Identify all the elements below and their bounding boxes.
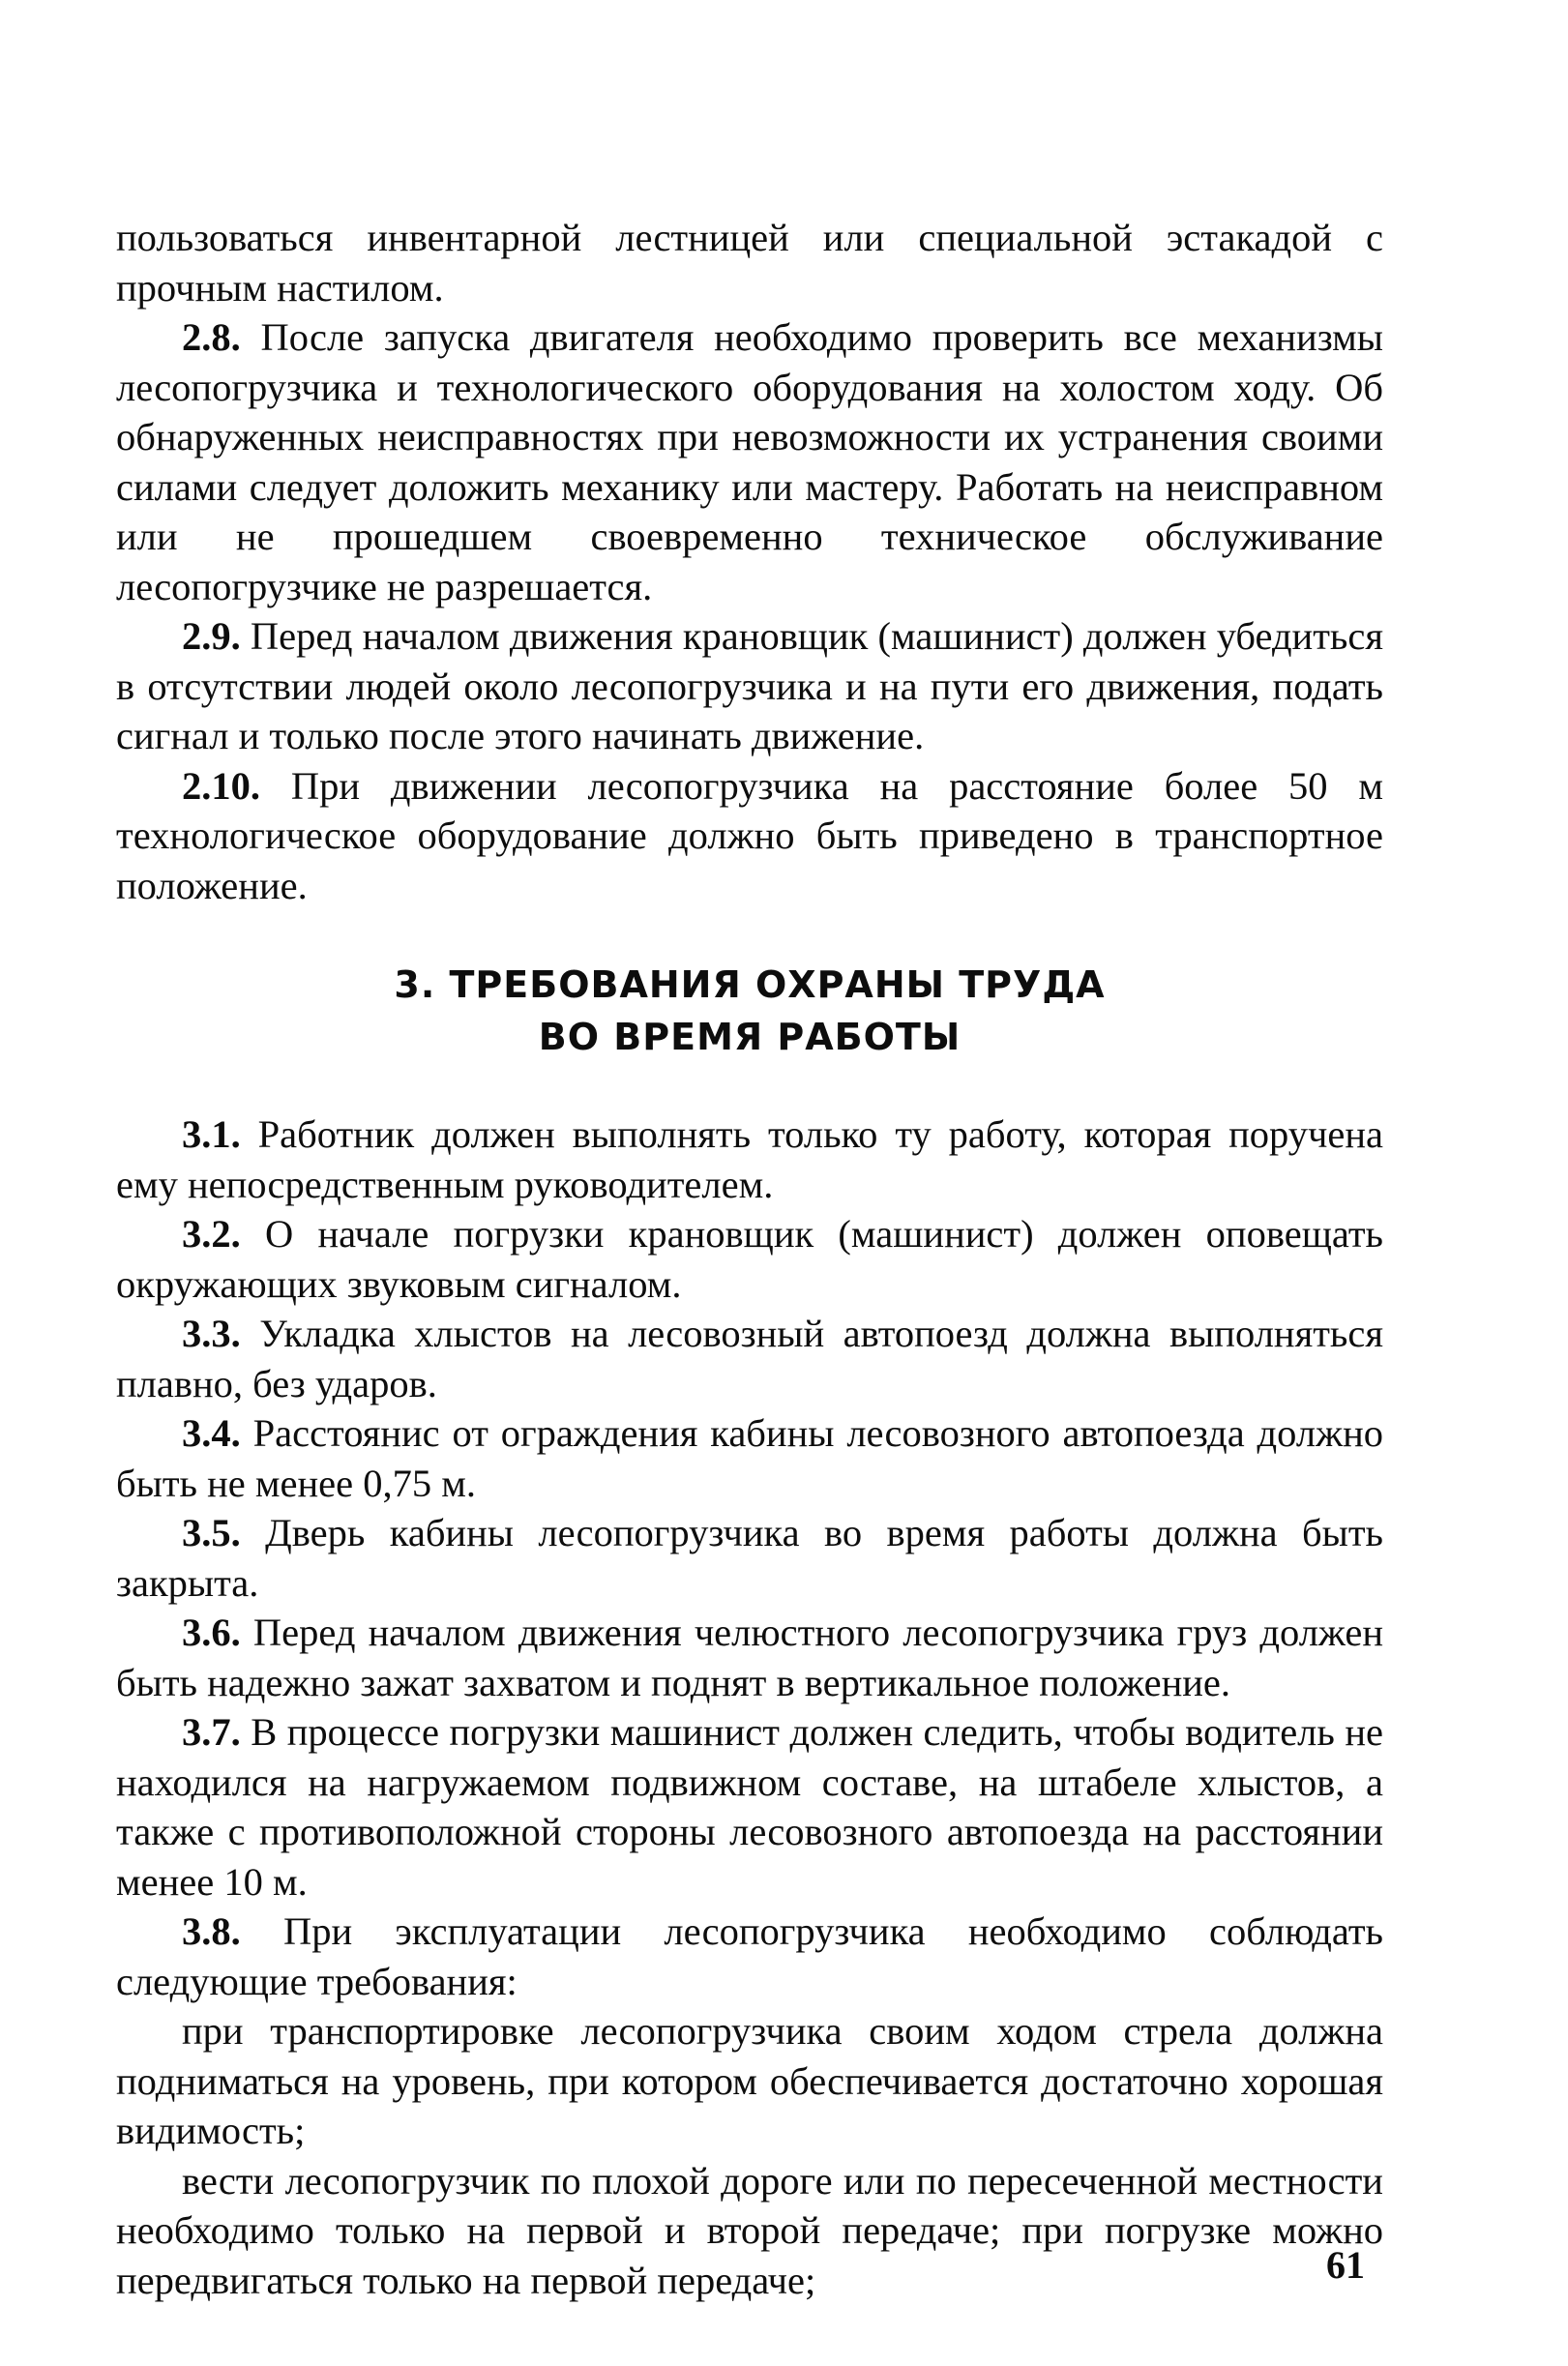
section-heading-line-1: 3. ТРЕБОВАНИЯ ОХРАНЫ ТРУДА bbox=[394, 963, 1106, 1006]
paragraph-3-5 bbox=[116, 1508, 1383, 1608]
clause-number: 3.3. bbox=[182, 1312, 241, 1355]
paragraph-3-4 bbox=[116, 1408, 1383, 1508]
clause-number: 2.10. bbox=[182, 763, 260, 808]
paragraph-3-3 bbox=[116, 1309, 1383, 1408]
clause-number: 3.1. bbox=[182, 1112, 241, 1156]
paragraph-3-8 bbox=[116, 1907, 1383, 2006]
paragraph-text: при транспортировке лесопогрузчика своим ходом стрела должна подниматься на уровень, при котором обеспечивается достаточно хорошая видимость; bbox=[116, 2009, 1383, 2152]
clause-number: 3.7. bbox=[182, 1710, 241, 1754]
paragraph-text: При эксплуатации лесопогрузчика необходимо соблюдать следующие требования: bbox=[116, 1909, 1383, 2003]
clause-number: 3.6. bbox=[182, 1611, 241, 1654]
clause-number: 2.9. bbox=[182, 614, 241, 658]
paragraph-2-9 bbox=[116, 611, 1383, 761]
paragraph-2-10 bbox=[116, 761, 1383, 911]
clause-number: 2.8. bbox=[182, 315, 241, 359]
paragraph-3-2 bbox=[116, 1209, 1383, 1309]
paragraph-text: Перед началом движения челюстного лесопогрузчика груз должен быть надежно зажат захватом и поднят в вертикальное положение. bbox=[116, 1611, 1383, 1704]
paragraph-3-1 bbox=[116, 1109, 1383, 1209]
paragraph-text: пользоваться инвентарной лестницей или специальной эстакадой с прочным настилом. bbox=[116, 216, 1383, 310]
paragraph-text: Расстоянис от ограждения кабины лесовозного автопоезда должно быть не менее 0,75 м. bbox=[116, 1411, 1383, 1505]
section-heading-line-2: ВО ВРЕМЯ РАБОТЫ bbox=[538, 1016, 962, 1058]
paragraph-text: Укладка хлыстов на лесовозный автопоезд должна выполняться плавно, без ударов. bbox=[116, 1312, 1383, 1405]
paragraph-text: вести лесопогрузчик по плохой дороге или по пересеченной местности необходимо только на первой и второй передаче; при погрузке можно передвигаться только на первой передаче; bbox=[116, 2158, 1383, 2302]
paragraph-text: В процессе погрузки машинист должен следить, чтобы водитель не находился на нагружаемом подвижном составе, на штабеле хлыстов, а также с противоположной стороны лесовозного автопоезда на расстоянии менее 10 м. bbox=[116, 1710, 1383, 1904]
paragraph-text: Дверь кабины лесопогрузчика во время работы должна быть закрыта. bbox=[116, 1511, 1383, 1605]
page-number: 61 bbox=[1326, 2243, 1365, 2287]
paragraph-text: Работник должен выполнять только ту работу, которая поручена ему непосредственным руководителем. bbox=[116, 1112, 1383, 1206]
paragraph-2-8 bbox=[116, 312, 1383, 611]
paragraph-continuation bbox=[116, 213, 1383, 312]
document-page bbox=[116, 213, 1383, 2305]
clause-number: 3.8. bbox=[182, 1909, 241, 1953]
section-heading bbox=[116, 959, 1383, 1063]
clause-number: 3.2. bbox=[182, 1212, 241, 1256]
list-item-rough-road bbox=[116, 2156, 1383, 2306]
paragraph-text: При движении лесопогрузчика на расстояние более 50 м технологическое оборудование должно быть приведено в транспортное положение. bbox=[116, 763, 1383, 907]
list-item-transport bbox=[116, 2006, 1383, 2156]
paragraph-text: Перед началом движения крановщик (машинист) должен убедиться в отсутствии людей около лесопогрузчика и на пути его движения, подать сигнал и только после этого начинать движение. bbox=[116, 614, 1383, 757]
paragraph-3-7 bbox=[116, 1707, 1383, 1907]
paragraph-3-6 bbox=[116, 1608, 1383, 1707]
paragraph-text: О начале погрузки крановщик (машинист) должен оповещать окружающих звуковым сигналом. bbox=[116, 1212, 1383, 1306]
clause-number: 3.5. bbox=[182, 1511, 241, 1554]
paragraph-text: После запуска двигателя необходимо проверить все механизмы лесопогрузчика и технологического оборудования на холостом ходу. Об обнаруженных неисправностях при невозможности их устранения своими силами следует доложить механику или мастеру. Работать на неисправном или не прошедшем своевременно техническое обслуживание лесопогрузчике не разрешается. bbox=[116, 315, 1383, 608]
clause-number: 3.4. bbox=[182, 1411, 241, 1455]
